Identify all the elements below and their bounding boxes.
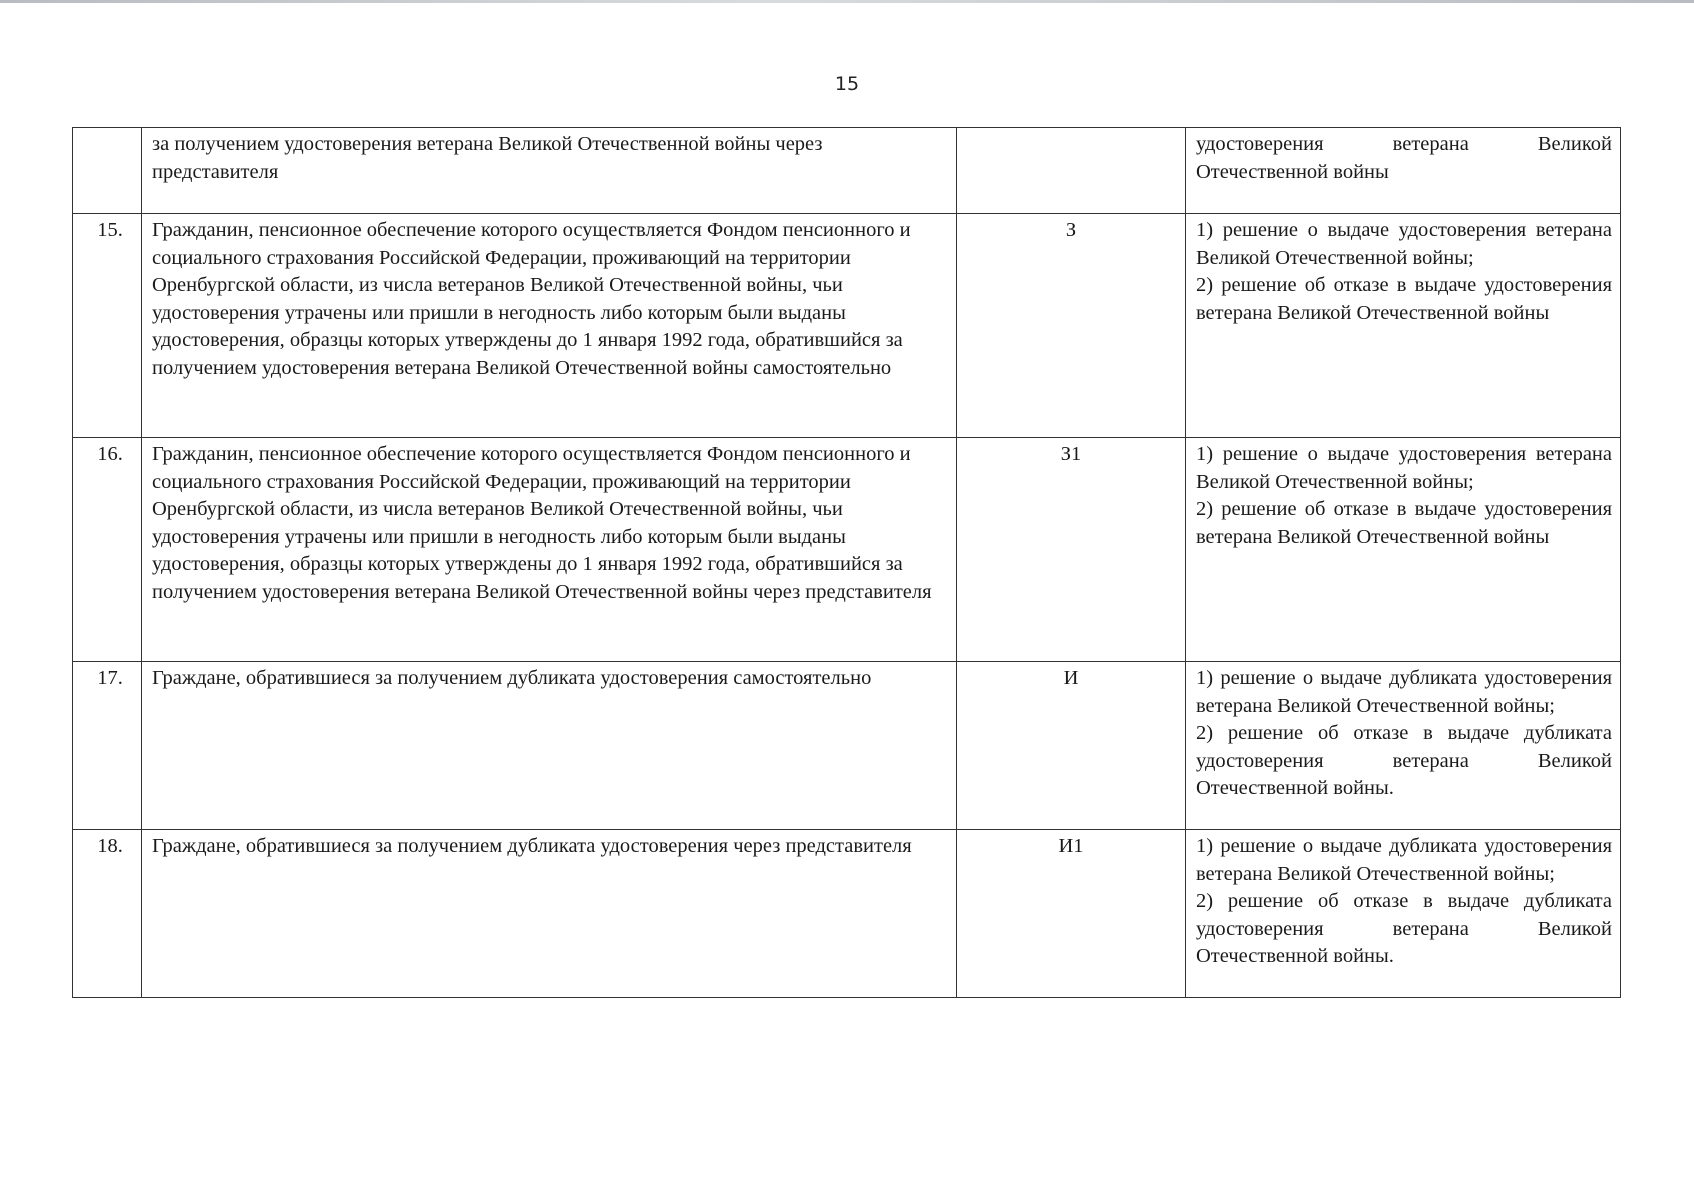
table-row xyxy=(73,830,1621,998)
row-number: 15. xyxy=(73,214,142,438)
variant-code: З1 xyxy=(957,438,1186,662)
applicant-category: Граждане, обратившиеся за получением дубликата удостоверения через представителя xyxy=(142,830,957,998)
service-result xyxy=(1186,128,1621,214)
result-item: 1) решение о выдаче удостоверения ветерана Великой Отечественной войны; xyxy=(1196,443,1612,493)
scan-edge xyxy=(0,0,1694,3)
result-item: 1) решение о выдаче дубликата удостоверения ветерана Великой Отечественной войны; xyxy=(1196,835,1612,885)
service-result xyxy=(1186,438,1621,662)
result-item: 1) решение о выдаче удостоверения ветерана Великой Отечественной войны; xyxy=(1196,219,1612,269)
page-number: 15 xyxy=(834,73,860,95)
applicant-category: Гражданин, пенсионное обеспечение которого осуществляется Фондом пенсионного и социального страхования Российской Федерации, проживающий на территории Оренбургской области, из числа ветеранов Великой Отечественной войны, чьи удостоверения утрачены или пришли в негодность либо которым были выданы удостоверения, образцы которых утверждены до 1 января 1992 года, обратившийся за получением удостоверения ветерана Великой Отечественной войны самостоятельно xyxy=(142,214,957,438)
table-row xyxy=(73,662,1621,830)
result-item: 2) решение об отказе в выдаче удостоверения ветерана Великой Отечественной войны xyxy=(1196,498,1612,548)
row-number: 18. xyxy=(73,830,142,998)
applicant-category: за получением удостоверения ветерана Великой Отечественной войны через представителя xyxy=(142,128,957,214)
applicant-category: Граждане, обратившиеся за получением дубликата удостоверения самостоятельно xyxy=(142,662,957,830)
result-item: 2) решение об отказе в выдаче удостоверения ветерана Великой Отечественной войны xyxy=(1196,274,1612,324)
result-item: удостоверения ветерана Великой Отечественной войны xyxy=(1196,133,1612,183)
result-item: 2) решение об отказе в выдаче дубликата удостоверения ветерана Великой Отечественной войны. xyxy=(1196,722,1612,799)
table-row xyxy=(73,128,1621,214)
table-row xyxy=(73,438,1621,662)
service-result xyxy=(1186,214,1621,438)
service-result xyxy=(1186,662,1621,830)
variant-code: И xyxy=(957,662,1186,830)
row-number: 16. xyxy=(73,438,142,662)
row-number xyxy=(73,128,142,214)
service-category-table xyxy=(72,127,1621,998)
service-result xyxy=(1186,830,1621,998)
variant-code: З xyxy=(957,214,1186,438)
variant-code xyxy=(957,128,1186,214)
table-row xyxy=(73,214,1621,438)
result-item: 1) решение о выдаче дубликата удостоверения ветерана Великой Отечественной войны; xyxy=(1196,667,1612,717)
applicant-category: Гражданин, пенсионное обеспечение которого осуществляется Фондом пенсионного и социального страхования Российской Федерации, проживающий на территории Оренбургской области, из числа ветеранов Великой Отечественной войны, чьи удостоверения утрачены или пришли в негодность либо которым были выданы удостоверения, образцы которых утверждены до 1 января 1992 года, обратившийся за получением удостоверения ветерана Великой Отечественной войны через представителя xyxy=(142,438,957,662)
variant-code: И1 xyxy=(957,830,1186,998)
result-item: 2) решение об отказе в выдаче дубликата удостоверения ветерана Великой Отечественной войны. xyxy=(1196,890,1612,967)
row-number: 17. xyxy=(73,662,142,830)
